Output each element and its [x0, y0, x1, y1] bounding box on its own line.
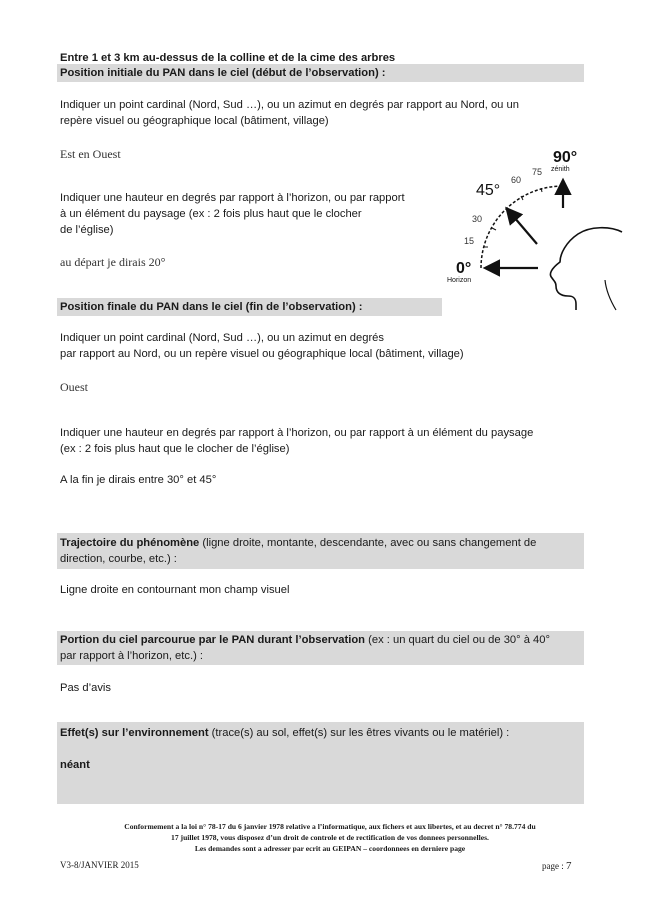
trajectory-heading-rest: (ligne droite, montante, descendante, avec ou sans changement de: [199, 537, 537, 549]
effects-answer: néant: [60, 759, 90, 771]
legal-notice-line-3: Les demandes sont a adresser par ecrit au GEIPAN – coordonnees en derniere page: [194, 844, 466, 853]
horizon-label: Horizon: [447, 277, 472, 284]
initial-heading: Position initiale du PAN dans le ciel (début de l’observation) :: [60, 67, 386, 79]
portion-heading-line2: par rapport à l’horizon, etc.) :: [60, 650, 204, 662]
legal-notice-line-2: 17 juillet 1978, vous disposez d’un droit de controle et de rectification de vos donnees personnelles.: [171, 833, 489, 842]
tick-30: 30: [472, 214, 483, 224]
trajectory-heading: [60, 535, 536, 551]
initial-height-question: Indiquer une hauteur en degrés par rapport à l’horizon, ou par rapport: [60, 192, 405, 204]
head-silhouette-icon: [550, 228, 622, 310]
version-label: V3-8/JANVIER 2015: [60, 860, 139, 870]
final-height-question-2: (ex : 2 fois plus haut que le clocher de l’église): [60, 443, 290, 455]
intro-line: Entre 1 et 3 km au-dessus de la colline et de la cime des arbres: [60, 52, 396, 64]
final-heading: Position finale du PAN dans le ciel (fin de l’observation) :: [60, 301, 363, 313]
initial-cardinal-answer: Est en Ouest: [60, 147, 121, 161]
trajectory-heading-bold: Trajectoire du phénomène: [60, 537, 200, 549]
legal-notice: [60, 821, 600, 854]
page-number-label: [542, 860, 572, 872]
tick-75: 75: [532, 167, 543, 177]
portion-heading-rest: (ex : un quart du ciel ou de 30° à 40°: [365, 634, 550, 646]
final-cardinal-answer: Ouest: [60, 380, 88, 394]
initial-cardinal-question: Indiquer un point cardinal (Nord, Sud …), ou un azimut en degrés par rapport au Nord, ou un: [60, 99, 519, 111]
initial-height-question-2: à un élément du paysage (ex : 2 fois plus haut que le clocher: [60, 208, 362, 220]
initial-height-question-3: de l’église): [60, 224, 114, 236]
effects-heading-rest: (trace(s) au sol, effet(s) sur les êtres vivants ou le matériel) :: [208, 727, 510, 739]
tick-15: 15: [464, 236, 475, 246]
portion-heading-bold: Portion du ciel parcourue par le PAN durant l’observation: [60, 634, 366, 646]
portion-heading: [60, 632, 550, 648]
page-label: page :: [542, 861, 566, 871]
trajectory-answer: Ligne droite en contournant mon champ visuel: [60, 584, 290, 596]
label-45: 45°: [476, 182, 501, 199]
legal-notice-line-1: Conformement a la loi n° 78-17 du 6 janvier 1978 relative a l’informatique, aux fichers et aux libertes, et au decret n° 78.774 du: [124, 822, 536, 831]
page-number: 7: [566, 860, 572, 872]
effects-heading: [60, 725, 509, 741]
elevation-diagram: [430, 140, 630, 315]
tick-60: 60: [511, 175, 522, 185]
final-cardinal-question-2: par rapport au Nord, ou un repère visuel ou géographique local (bâtiment, village): [60, 348, 464, 360]
initial-cardinal-question-2: repère visuel ou géographique local (bâtiment, village): [60, 115, 329, 127]
final-cardinal-question: Indiquer un point cardinal (Nord, Sud …), ou un azimut en degrés: [60, 332, 385, 344]
trajectory-heading-line2: direction, courbe, etc.) :: [60, 553, 177, 565]
effects-heading-bold: Effet(s) sur l’environnement: [60, 727, 209, 739]
zenith-value: 90°: [553, 149, 578, 166]
zenith-label: zénith: [551, 166, 570, 173]
portion-answer: Pas d’avis: [60, 682, 111, 694]
initial-height-answer: au départ je dirais 20°: [60, 255, 166, 269]
angle-45-arrow: [508, 210, 537, 244]
label-0: 0°: [456, 260, 472, 277]
final-height-answer: A la fin je dirais entre 30° et 45°: [60, 474, 217, 486]
final-height-question: Indiquer une hauteur en degrés par rapport à l’horizon, ou par rapport à un élément du paysage: [60, 427, 534, 439]
